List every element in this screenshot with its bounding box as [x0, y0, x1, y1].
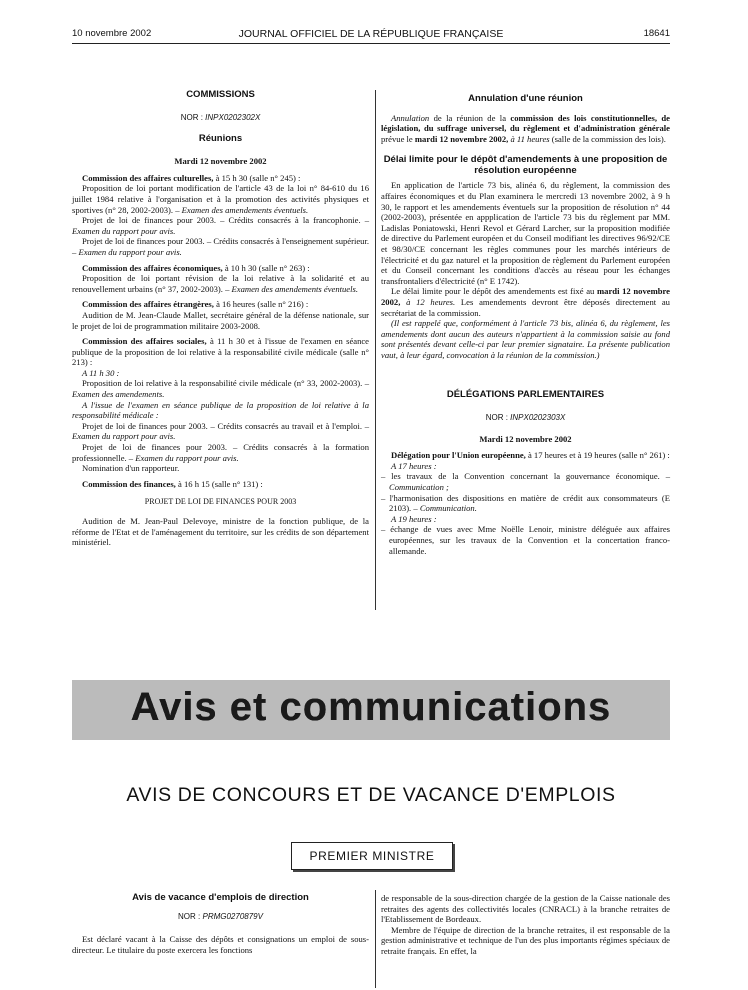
vacance-paragraph-2: Membre de l'équipe de direction de la branche retraites, il est responsable de la gestion administrative et technique de l'un des plus importants régimes spéciaux de retraite français. En effet, la: [381, 924, 670, 956]
header-rule: [72, 43, 670, 44]
main-title: AVIS DE CONCOURS ET DE VACANCE D'EMPLOIS: [126, 784, 616, 806]
eco-item-1: Proposition de loi portant révision de la loi relative à la solidarité et au renouvellement urbains (n° 37, 2002-2003). – Examen des amendements éventuels.: [72, 273, 369, 294]
culture-heading: Commission des affaires culturelles, à 15 h 30 (salle n° 245) :: [82, 172, 301, 183]
delai-paragraph-1: En application de l'article 73 bis, alinéa 6, du règlement, la commission des affaires économiques et du Plan examinera le mercredi 13 novembre 2002, à 9 h 30, le rapport et les amendements éventuels sur la proposition de résolution n° 44 (2002-2003), présentée en appplication de l'article 73 bis du règlement par MM. Ladislas Poniatowski, Henri Revol et Gérard Larcher, sur la proposition modifiée de directive du Parlement européen et du Conseil modifiant les directives 96/92/CE et 98/30/CE concernant les règles communes pour les marchés intérieurs de l'électricité et du gaz naturel et la proposition de règlement du Parlement européen et du Conseil concernant les conditions d'accès au réseau pour les échanges transfrontaliers d'électricité (n° E 1742).: [381, 180, 670, 286]
delai-title: Délai limite pour le dépôt d'amendements à une proposition de résolution européenne: [383, 154, 668, 177]
sociales-heading: Commission des affaires sociales, à 11 h 30 et à l'issue de l'examen en séance publique de la proposition de loi relative à la responsabilité civile médicale (salle n° 213) :: [72, 336, 369, 368]
vacance-paragraph-1: de responsable de la sous-direction chargée de la gestion de la Caisse nationale des retraites des agents des collectivités locales (CNRACL) à la branche retraites de l'Etablissement de Bordeaux.: [381, 893, 670, 925]
bottom-column-divider: [375, 890, 376, 988]
bottom-right-column: [381, 893, 670, 957]
finances-item-1: Audition de M. Jean-Paul Delevoye, ministre de la fonction publique, de la réforme de l'Etat et de l'aménagement du territoire, sur les crédits de son département ministériel.: [72, 516, 369, 548]
deleg-heading: Délégation pour l'Union européenne, à 17 heures et à 19 heures (salle n° 261) :: [391, 450, 670, 461]
header-date: 10 novembre 2002: [72, 28, 152, 39]
sociales-item-3: Projet de loi de finances pour 2003. – Crédits consacrés à la formation professionnelle. – Examen du rapport pour avis.: [72, 442, 369, 463]
deleg-item-3: – échange de vues avec Mme Noëlle Lenoir, ministre déléguée aux affaires européennes, sur les travaux de la Convention et la concertation franco-allemande.: [381, 524, 670, 556]
right-column: [381, 94, 670, 556]
culture-item-1: Proposition de loi portant modification de l'article 43 de la loi n° 84-610 du 16 juillet 1984 relative à l'organisation et à la promotion des activités physiques et sportives (n° 28, 2002-2003). – Examen des amendements éventuels.: [72, 183, 369, 215]
delegations-title: DÉLÉGATIONS PARLEMENTAIRES: [446, 389, 605, 401]
nor-label: NOR :: [485, 413, 508, 423]
nor-code: INPX0202303X: [510, 413, 566, 423]
finances-heading: Commission des finances, à 16 h 15 (salle n° 131) :: [82, 478, 263, 489]
deleg-sub-b: A 19 heures :: [391, 513, 437, 524]
vacance-text: Est déclaré vacant à la Caisse des dépôts et consignations un emploi de sous-directeur. Le titulaire du poste exercera les fonctions: [72, 934, 369, 955]
finances-subheading: PROJET DE LOI DE FINANCES POUR 2003: [144, 497, 297, 507]
annulation-text: Annulation de la réunion de la commission des lois constitutionnelles, de législation, du suffrage universel, du règlement et d'administration générale prévue le mardi 12 novembre 2002, à 11 heures (salle de la commission des lois).: [381, 112, 670, 144]
sociales-item-1: Proposition de loi relative à la responsabilité civile médicale (n° 33, 2002-2003). – Examen des amendements.: [72, 378, 369, 400]
commissions-nor: [72, 113, 369, 124]
avis-banner: [72, 680, 670, 740]
deleg-item-1: – les travaux de la Convention concernant la gouvernance économique. – Communication ;: [381, 471, 670, 493]
delegations-meeting-date: Mardi 12 novembre 2002: [479, 433, 572, 444]
delai-paragraph-2: Le délai limite pour le dépôt des amendements est fixé au mardi 12 novembre 2002, à 12 heures. Les amendements devront être déposés directement au secrétariat de la commission.: [381, 286, 670, 318]
culture-item-2: Projet de loi de finances pour 2003. – Crédits consacrés à la francophonie. – Examen du rapport pour avis.: [72, 215, 369, 236]
vacance-title: Avis de vacance d'emplois de direction: [132, 892, 309, 903]
nor-label: NOR :: [180, 112, 203, 122]
left-column: [72, 90, 369, 548]
culture-item-3: Projet de loi de finances pour 2003. – Crédits consacrés à l'enseignement supérieur. – Examen du rapport pour avis.: [72, 236, 369, 257]
annulation-title: Annulation d'une réunion: [468, 93, 583, 104]
delegations-nor: [381, 413, 670, 424]
ministry-box: PREMIER MINISTRE: [291, 842, 453, 870]
sociales-item-2: Projet de loi de finances pour 2003. – Crédits consacrés au travail et à l'emploi. – Examen du rapport pour avis.: [72, 420, 369, 442]
delai-paragraph-3: (Il est rappelé que, conformément à l'article 73 bis, alinéa 6, du règlement, les amendements dont aucun des auteurs n'appartient à la commission saisie au fond sont présentés devant celle-ci par leur premier signataire. La présente publication vaut, à leur égard, convocation à la réunion de la commission.): [381, 318, 670, 360]
etrangeres-item-1: Audition de M. Jean-Claude Mallet, secrétaire général de la défense nationale, sur le projet de loi de programmation militaire 2003-2008.: [72, 309, 369, 331]
page-number: 18641: [643, 28, 670, 39]
deleg-item-2: – l'harmonisation des dispositions en matière de crédit aux consommateurs (E 2103). – Communication.: [381, 492, 670, 514]
sociales-sub-b: A l'issue de l'examen en séance publique de la proposition de loi relative à la responsabilité médicale :: [72, 399, 369, 421]
sociales-item-4: Nomination d'un rapporteur.: [82, 463, 180, 474]
deleg-sub-a: A 17 heures :: [391, 460, 437, 471]
nor-code: INPX0202302X: [205, 112, 261, 122]
bottom-left-column: [72, 893, 369, 955]
journal-title: JOURNAL OFFICIEL DE LA RÉPUBLIQUE FRANÇAISE: [238, 28, 504, 40]
column-divider: [375, 90, 376, 610]
meeting-date: Mardi 12 novembre 2002: [174, 156, 267, 167]
etrangeres-heading: Commission des affaires étrangères, à 16 heures (salle n° 216) :: [82, 299, 309, 310]
banner-text: Avis et communications: [130, 685, 612, 729]
sociales-sub-a: A 11 h 30 :: [82, 367, 120, 378]
vacance-nor: [72, 912, 369, 923]
nor-label: NOR :: [178, 911, 201, 921]
nor-code: PRMG0270879V: [202, 911, 263, 921]
reunions-title: Réunions: [198, 133, 243, 145]
page-header: [72, 28, 670, 42]
eco-heading: Commission des affaires économiques, à 10 h 30 (salle n° 263) :: [82, 262, 310, 273]
commissions-title: COMMISSIONS: [186, 89, 255, 100]
